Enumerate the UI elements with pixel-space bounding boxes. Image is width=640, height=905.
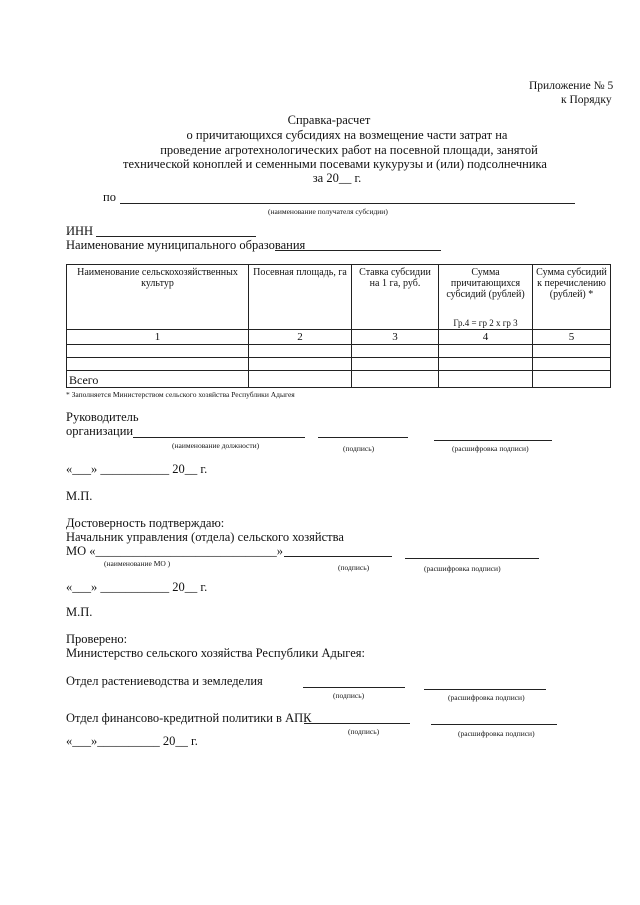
confirm-decode-field[interactable]: [405, 558, 539, 559]
dept2-label: Отдел финансово-кредитной политики в АПК: [66, 711, 312, 725]
title-line-2: о причитающихся субсидиях на возмещение части затрат на: [186, 128, 508, 142]
col-number: 5: [533, 330, 611, 345]
col-crops-header-text: Наименование сельскохозяйственных культур: [77, 267, 238, 289]
total-label: Всего: [67, 371, 249, 388]
dept1-signature-caption: (подпись): [333, 691, 365, 700]
recipient-field[interactable]: [120, 203, 575, 204]
checked-ministry: Министерство сельского хозяйства Республики Адыгея:: [66, 646, 365, 660]
table-cell[interactable]: [439, 345, 533, 358]
table-row: [67, 345, 611, 358]
table-cell[interactable]: [533, 358, 611, 371]
table-cell[interactable]: [67, 345, 249, 358]
head-decode-field[interactable]: [434, 440, 552, 441]
confirm-heading: Достоверность подтверждаю:: [66, 516, 225, 530]
col-amount-header-text: Сумма причитающихся субсидий (рублей): [446, 267, 525, 300]
confirm-mo: МО «_____________________________»: [66, 544, 284, 558]
checked-date: «___»__________ 20__ г.: [66, 734, 198, 748]
table-row: [67, 358, 611, 371]
dept1-decode-field[interactable]: [424, 689, 546, 690]
head-signature-caption: (подпись): [343, 444, 375, 453]
title-line-5: за 20__ г.: [312, 171, 362, 185]
col-area-header: [249, 265, 352, 330]
table-cell[interactable]: [249, 371, 352, 388]
subsidy-table: [66, 264, 611, 388]
table-cell[interactable]: [249, 345, 352, 358]
table-cell[interactable]: [67, 358, 249, 371]
table-cell[interactable]: [352, 358, 439, 371]
dept2-decode-field[interactable]: [431, 724, 557, 725]
col-crops-header: [67, 265, 249, 330]
inn-label: ИНН: [66, 224, 94, 238]
table-cell[interactable]: [439, 371, 533, 388]
dept1-decode-caption: (расшифровка подписи): [448, 693, 525, 702]
title-line-1: Справка-расчет: [287, 113, 371, 127]
annex-number: Приложение № 5: [529, 80, 614, 92]
col-amount-header: [439, 265, 533, 330]
head-date: «___» ___________ 20__ г.: [66, 462, 208, 476]
confirm-chief: Начальник управления (отдела) сельского хозяйства: [66, 530, 344, 544]
col-transfer-header: [533, 265, 611, 330]
table-number-row: [67, 330, 611, 345]
table-cell[interactable]: [439, 358, 533, 371]
col-area-header-text: Посевная площадь, га: [253, 267, 347, 278]
head-position-caption: (наименование должности): [172, 441, 260, 450]
footnote: * Заполняется Министерством сельского хозяйства Республики Адыгея: [66, 390, 295, 399]
table-cell[interactable]: [533, 345, 611, 358]
col-rate-header-text: Ставка субсидии на 1 га, руб.: [359, 267, 431, 289]
head-seal: М.П.: [66, 489, 93, 503]
confirm-seal: М.П.: [66, 605, 93, 619]
table-cell[interactable]: [249, 358, 352, 371]
annex-order: к Порядку: [561, 94, 612, 106]
col-number: 3: [352, 330, 439, 345]
table-cell[interactable]: [533, 371, 611, 388]
confirm-signature-field[interactable]: [284, 556, 392, 557]
confirm-signature-caption: (подпись): [338, 563, 370, 572]
title-line-4: технической коноплей и семенными посевами кукурузы и (или) подсолнечника: [123, 157, 547, 171]
confirm-date: «___» ___________ 20__ г.: [66, 580, 208, 594]
dept2-signature-field[interactable]: [304, 723, 410, 724]
col-transfer-header-text: Сумма субсидий к перечислению (рублей) *: [536, 267, 607, 300]
table-header-row: [67, 265, 611, 330]
recipient-prefix: по: [103, 190, 116, 204]
col-number: 2: [249, 330, 352, 345]
col-number: 1: [67, 330, 249, 345]
dept1-label: Отдел растениеводства и земледелия: [66, 674, 263, 688]
dept2-decode-caption: (расшифровка подписи): [458, 729, 535, 738]
head-decode-caption: (расшифровка подписи): [452, 444, 529, 453]
col-number: 4: [439, 330, 533, 345]
table-cell[interactable]: [352, 345, 439, 358]
municipality-field[interactable]: [275, 250, 441, 251]
table-cell[interactable]: [352, 371, 439, 388]
dept2-signature-caption: (подпись): [348, 727, 380, 736]
head-position-field[interactable]: [133, 437, 305, 438]
col-amount-formula: Гр.4 = гр 2 х гр 3: [453, 318, 518, 328]
title-line-3: проведение агротехнологических работ на посевной площади, занятой: [160, 143, 538, 157]
recipient-caption: (наименование получателя субсидии): [268, 207, 388, 216]
confirm-mo-caption: (наименование МО ): [104, 559, 171, 568]
confirm-decode-caption: (расшифровка подписи): [424, 564, 501, 573]
dept1-signature-field[interactable]: [303, 687, 405, 688]
head-title: Руководитель: [66, 410, 139, 424]
head-organization: организации: [66, 424, 134, 438]
col-rate-header: [352, 265, 439, 330]
table-total-row: [67, 371, 611, 388]
head-signature-field[interactable]: [318, 437, 408, 438]
municipality-label: Наименование муниципального образования: [66, 238, 306, 252]
checked-heading: Проверено:: [66, 632, 128, 646]
inn-field[interactable]: [96, 236, 256, 237]
